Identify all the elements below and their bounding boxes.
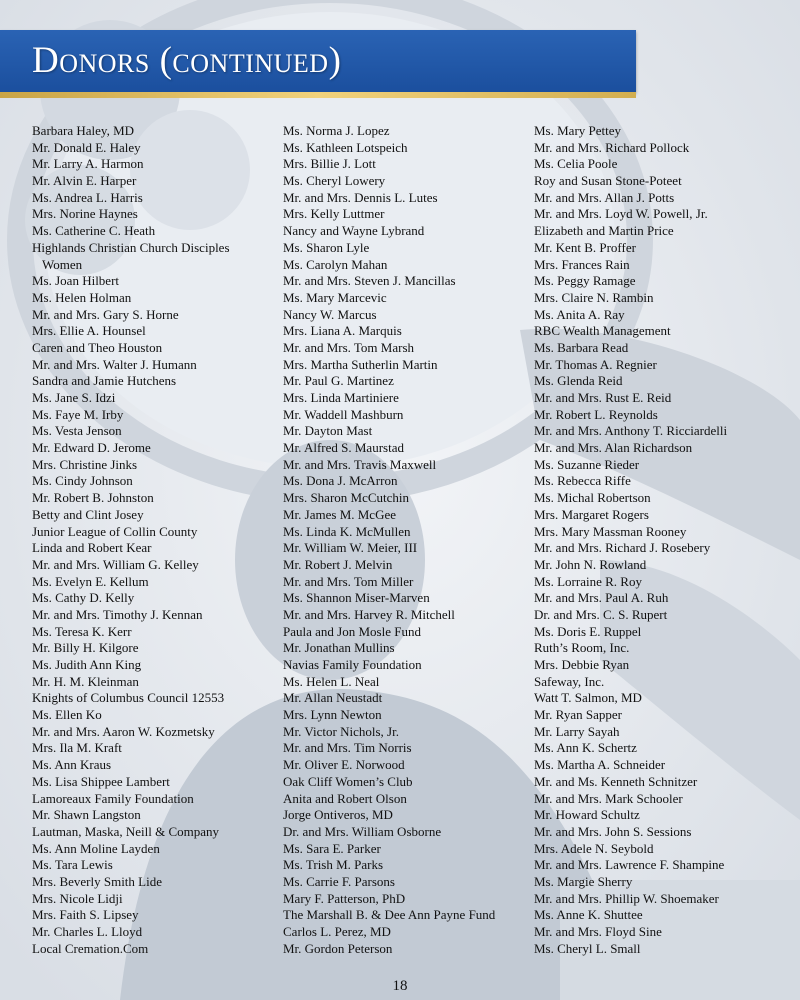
donor-name: Ms. Cheryl L. Small <box>534 940 641 956</box>
donor-name: Ms. Ann K. Schertz <box>534 740 637 756</box>
donor-name: Ms. Barbara Read <box>534 339 629 355</box>
donor-name: Paula and Jon Mosle Fund <box>283 623 421 639</box>
donor-name: Sandra and Jamie Hutchens <box>32 373 177 389</box>
page-title: Donors (continued) <box>32 40 342 81</box>
donor-name: Mr. Donald E. Haley <box>32 139 141 155</box>
donor-name: Ms. Carolyn Mahan <box>283 256 388 272</box>
donor-name: Navias Family Foundation <box>283 657 422 672</box>
donor-name: Roy and Susan Stone-Poteet <box>534 173 682 189</box>
donor-name: Mr. and Mrs. Richard Pollock <box>534 139 690 155</box>
donor-name: Mrs. Christine Jinks <box>32 456 138 472</box>
donor-name: Barbara Haley, MD <box>32 123 135 138</box>
donor-name: Ms. Catherine C. Heath <box>32 223 156 239</box>
donor-name: Ms. Martha A. Schneider <box>534 757 666 773</box>
donor-name: Mrs. Martha Sutherlin Martin <box>283 356 438 372</box>
donor-name: Mr. and Mrs. Mark Schooler <box>534 790 683 806</box>
donor-name: Highlands Christian Church Disciples <box>32 239 230 255</box>
donor-name: Oak Cliff Women’s Club <box>283 773 413 789</box>
donor-name: Mr. James M. McGee <box>283 506 397 522</box>
donor-name: Ms. Mary Marcevic <box>283 289 387 305</box>
donor-name: Mr. and Mrs. Tom Miller <box>283 573 414 589</box>
donor-name: Mr. and Ms. Kenneth Schnitzer <box>534 773 698 789</box>
donor-name: Ms. Teresa K. Kerr <box>32 623 132 639</box>
donor-name: Mrs. Sharon McCutchin <box>283 490 410 506</box>
donor-name: Lamoreaux Family Foundation <box>32 790 194 806</box>
donor-name: Ms. Glenda Reid <box>534 373 623 389</box>
donor-name: Ms. Helen L. Neal <box>283 673 380 689</box>
donor-name: Carlos L. Perez, MD <box>283 924 391 939</box>
donor-name: Mr. and Mrs. John S. Sessions <box>534 823 692 839</box>
donor-name: Ms. Michal Robertson <box>534 490 651 506</box>
donor-name: Nancy and Wayne Lybrand <box>283 223 425 239</box>
donor-name: Ms. Margie Sherry <box>534 873 633 889</box>
donor-name: Mr. Robert B. Johnston <box>32 490 154 506</box>
donor-name: Mr. Dayton Mast <box>283 423 373 439</box>
donor-name: Junior League of Collin County <box>32 523 198 539</box>
donor-name: Mr. and Mrs. Tom Marsh <box>283 339 415 355</box>
donor-name: Mr. John N. Rowland <box>534 556 647 572</box>
donor-name: Ms. Judith Ann King <box>32 657 142 672</box>
donor-name: Ms. Trish M. Parks <box>283 857 384 873</box>
donor-name: Jorge Ontiveros, MD <box>283 807 393 823</box>
donor-column-3 <box>534 123 727 957</box>
donor-name: Mr. Larry A. Harmon <box>32 156 144 172</box>
donor-name: Mr. Charles L. Lloyd <box>32 924 143 939</box>
donor-name: Mr. and Mrs. Travis Maxwell <box>283 456 437 472</box>
donor-name: Ms. Kathleen Lotspeich <box>283 139 408 155</box>
donor-name: Mrs. Mary Massman Rooney <box>534 523 687 539</box>
donor-name: Mrs. Claire N. Rambin <box>534 289 654 305</box>
donor-column-1 <box>32 123 230 957</box>
donor-name: Mr. and Mrs. Phillip W. Shoemaker <box>534 890 719 906</box>
donor-name: Ms. Celia Poole <box>534 156 618 172</box>
donor-name: Mrs. Adele N. Seybold <box>534 840 654 856</box>
donor-name: Mr. and Mrs. Harvey R. Mitchell <box>283 606 455 622</box>
donor-name: Mrs. Nicole Lidji <box>32 890 123 906</box>
donor-name: Mr. Allan Neustadt <box>283 690 383 706</box>
donor-name: Mr. and Mrs. Floyd Sine <box>534 924 662 939</box>
donor-name: Mr. and Mrs. Timothy J. Kennan <box>32 606 203 622</box>
donor-name: Ms. Shannon Miser-Marven <box>283 590 430 606</box>
donor-name: Ms. Cheryl Lowery <box>283 173 386 189</box>
donor-name: Ms. Evelyn E. Kellum <box>32 573 149 589</box>
donor-name: Mrs. Faith S. Lipsey <box>32 907 139 923</box>
donor-name: Mr. and Mrs. Aaron W. Kozmetsky <box>32 723 215 739</box>
donor-name: Anita and Robert Olson <box>283 790 407 806</box>
donor-name: Mr. Waddell Mashburn <box>283 406 404 422</box>
donor-name: Ms. Vesta Jenson <box>32 423 122 439</box>
page-number: 18 <box>392 978 408 994</box>
donor-name: Mrs. Ellie A. Hounsel <box>32 323 146 339</box>
donor-name: Mr. Victor Nichols, Jr. <box>283 723 399 739</box>
donor-name: Mr. and Mrs. Rust E. Reid <box>534 390 672 405</box>
donor-name: Ms. Doris E. Ruppel <box>534 623 642 639</box>
donor-name: Mr. Thomas A. Regnier <box>534 356 657 372</box>
donor-name: Mr. Edward D. Jerome <box>32 440 151 456</box>
donor-name: Mr. Robert J. Melvin <box>283 556 393 572</box>
donor-name: Ms. Faye M. Irby <box>32 406 124 422</box>
donor-name: Ms. Lisa Shippee Lambert <box>32 773 170 789</box>
donor-name: Mr. and Mrs. Steven J. Mancillas <box>283 273 456 289</box>
donor-name: Linda and Robert Kear <box>32 540 152 556</box>
donor-name: Knights of Columbus Council 12553 <box>32 690 225 706</box>
donor-name: Ms. Dona J. McArron <box>283 473 398 489</box>
donor-name: Lautman, Maska, Neill & Company <box>32 823 220 839</box>
donor-name: Ms. Anita A. Ray <box>534 306 625 322</box>
donor-name: Betty and Clint Josey <box>32 506 144 522</box>
donor-name: Mr. and Mrs. Dennis L. Lutes <box>283 189 438 205</box>
donor-name: Ms. Sharon Lyle <box>283 239 370 255</box>
donor-name: Mr. Paul G. Martinez <box>283 373 394 389</box>
donor-name: Mr. Shawn Langston <box>32 807 141 823</box>
donor-name: Ms. Joan Hilbert <box>32 273 120 289</box>
donor-name: Mr. Robert L. Reynolds <box>534 406 658 422</box>
donor-name: Ruth’s Room, Inc. <box>534 640 630 656</box>
donor-name: Mrs. Ila M. Kraft <box>32 740 122 756</box>
donor-name: Local Cremation.Com <box>32 940 149 956</box>
donor-name: Mr. Gordon Peterson <box>283 940 393 956</box>
donor-name: Ms. Jane S. Idzi <box>32 390 116 405</box>
donor-name: Mrs. Kelly Luttmer <box>283 206 385 222</box>
donor-name: Mrs. Debbie Ryan <box>534 657 630 672</box>
donor-name: Mr. Jonathan Mullins <box>283 640 395 656</box>
donor-name: Mr. and Mrs. Tim Norris <box>283 740 412 756</box>
donor-name: The Marshall B. & Dee Ann Payne Fund <box>283 907 496 923</box>
donor-name: Ms. Cathy D. Kelly <box>32 590 135 606</box>
donor-name: Mr. Howard Schultz <box>534 807 640 823</box>
donor-name: Ms. Cindy Johnson <box>32 473 133 489</box>
donor-name: Mary F. Patterson, PhD <box>283 890 406 906</box>
donor-name: Ms. Rebecca Riffe <box>534 473 631 489</box>
donor-name: Dr. and Mrs. William Osborne <box>283 823 442 839</box>
donor-name: Mrs. Frances Rain <box>534 256 630 272</box>
donor-name: Mrs. Liana A. Marquis <box>283 323 402 339</box>
donor-name: Mr. Alfred S. Maurstad <box>283 440 404 456</box>
donor-name: Mr. H. M. Kleinman <box>32 673 139 689</box>
donor-name: Ms. Ann Moline Layden <box>32 840 160 856</box>
donor-name: Mr. and Mrs. Allan J. Potts <box>534 189 675 205</box>
donor-name: Ms. Ellen Ko <box>32 707 102 723</box>
donor-name: Ms. Helen Holman <box>32 289 132 305</box>
donor-name: Mrs. Margaret Rogers <box>534 506 649 522</box>
donor-name: Elizabeth and Martin Price <box>534 223 674 239</box>
donor-name: Ms. Norma J. Lopez <box>283 123 390 138</box>
donor-name: Ms. Tara Lewis <box>32 857 113 873</box>
donor-name: Ms. Lorraine R. Roy <box>534 573 642 589</box>
donor-name: Mr. and Mrs. Alan Richardson <box>534 440 693 456</box>
donor-name: Mr. and Mrs. Paul A. Ruh <box>534 590 669 606</box>
donor-name: Safeway, Inc. <box>534 673 605 689</box>
donor-name: Ms. Mary Pettey <box>534 123 622 138</box>
donor-name: Mr. and Mrs. Lawrence F. Shampine <box>534 857 725 873</box>
donor-name: Mrs. Linda Martiniere <box>283 390 399 405</box>
donor-name: Ms. Suzanne Rieder <box>534 456 640 472</box>
donor-name: Mr. William W. Meier, III <box>283 540 418 556</box>
donor-name: Nancy W. Marcus <box>283 306 377 322</box>
donor-name: Ms. Sara E. Parker <box>283 840 381 856</box>
donor-name: Mr. Kent B. Proffer <box>534 239 636 255</box>
donor-name: Ms. Andrea L. Harris <box>32 189 143 205</box>
donor-name: Mr. and Mrs. Walter J. Humann <box>32 356 197 372</box>
donor-name: Mr. and Mrs. William G. Kelley <box>32 556 199 572</box>
donor-name: Ms. Linda K. McMullen <box>283 523 411 539</box>
donor-name: Dr. and Mrs. C. S. Rupert <box>534 606 668 622</box>
donor-name: Mr. and Mrs. Anthony T. Ricciardelli <box>534 423 728 439</box>
donor-name: Mr. Billy H. Kilgore <box>32 640 139 656</box>
donor-name: Mrs. Lynn Newton <box>283 707 382 723</box>
donor-name: Mr. and Mrs. Richard J. Rosebery <box>534 540 711 556</box>
donor-name: Ms. Peggy Ramage <box>534 273 636 289</box>
donor-name: Mrs. Billie J. Lott <box>283 156 376 172</box>
donor-name: Mr. Oliver E. Norwood <box>283 757 405 773</box>
donor-name: Mr. Ryan Sapper <box>534 707 622 723</box>
donor-name: Women <box>42 256 83 272</box>
donor-name: Mr. and Mrs. Gary S. Horne <box>32 306 179 322</box>
donor-name: Mrs. Norine Haynes <box>32 206 138 222</box>
donor-name: Ms. Carrie F. Parsons <box>283 873 395 889</box>
donor-name: Ms. Ann Kraus <box>32 757 112 773</box>
donor-name: Ms. Anne K. Shuttee <box>534 907 643 923</box>
donor-name: Caren and Theo Houston <box>32 339 163 355</box>
donor-name: Mrs. Beverly Smith Lide <box>32 873 162 889</box>
donor-column-2 <box>283 123 495 957</box>
donor-name: Mr. Larry Sayah <box>534 723 620 739</box>
donor-name: RBC Wealth Management <box>534 323 671 339</box>
donor-name: Mr. and Mrs. Loyd W. Powell, Jr. <box>534 206 708 222</box>
donor-name: Mr. Alvin E. Harper <box>32 173 137 189</box>
donor-name: Watt T. Salmon, MD <box>534 690 642 706</box>
